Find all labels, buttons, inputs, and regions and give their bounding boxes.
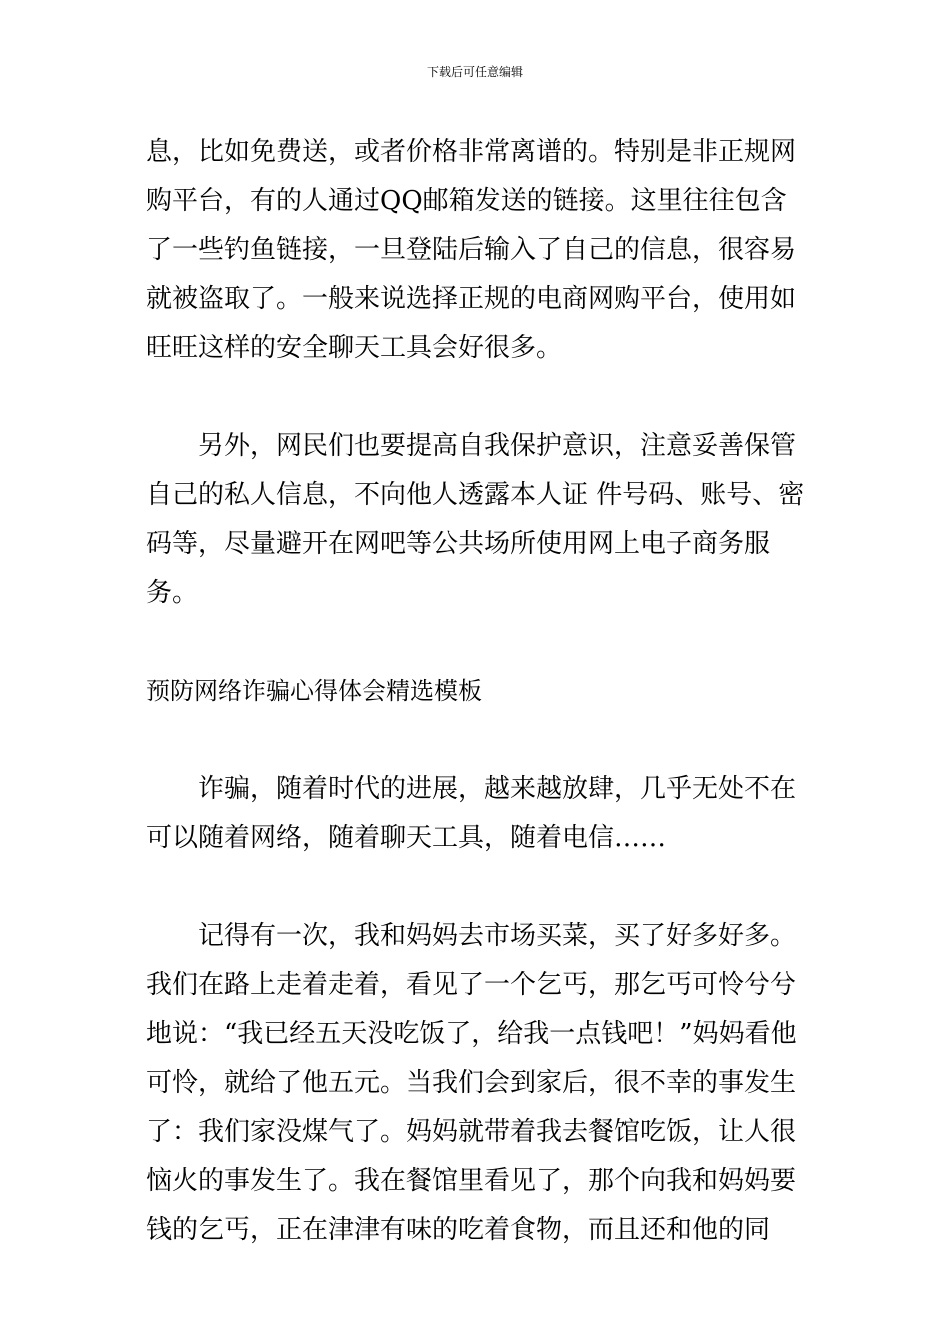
paragraph-3: 诈骗，随着时代的进展，越来越放肆，几乎无处不在可以随着网络，随着聊天工具，随着电信……	[146, 774, 797, 853]
page-header: 下载后可任意编辑	[426, 65, 523, 79]
paragraph-gap	[146, 863, 806, 912]
paragraph-4: 记得有一次，我和妈妈去市场买菜，买了好多好多。我们在路上走着走着，看见了一个乞丐，那乞丐可怜兮兮地说：“我已经五天没吃饭了，给我一点钱吧！”妈妈看他可怜，就给了他五元。当我们会到家后，很不幸的事发生了：我们家没煤气了。妈妈就带着我去餐馆吃饭，让人很恼火的事发生了。我在餐馆里看见了，那个向我和妈妈要钱的乞丐，正在津津有味的吃着食物，而且还和他的同	[146, 921, 797, 1245]
paragraph-gap	[146, 618, 806, 667]
paragraph-gap	[146, 373, 806, 422]
paragraph-1: 息，比如免费送，或者价格非常离谱的。特别是非正规网购平台，有的人通过QQ邮箱发送的链接。这里往往包含了一些钓鱼链接，一旦登陆后输入了自己的信息，很容易就被盗取了。一般来说选择正规的电商网购平台，使用如旺旺这样的安全聊天工具会好很多。	[146, 137, 797, 363]
document-body	[146, 128, 806, 1255]
paragraph-gap	[146, 716, 806, 765]
section-heading: 预防网络诈骗心得体会精选模板	[146, 677, 482, 705]
paragraph-2: 另外，网民们也要提高自我保护意识，注意妥善保管自己的私人信息，不向他人透露本人证 件号码、账号、密码等，尽量避开在网吧等公共场所使用网上电子商务服务。	[146, 431, 805, 608]
